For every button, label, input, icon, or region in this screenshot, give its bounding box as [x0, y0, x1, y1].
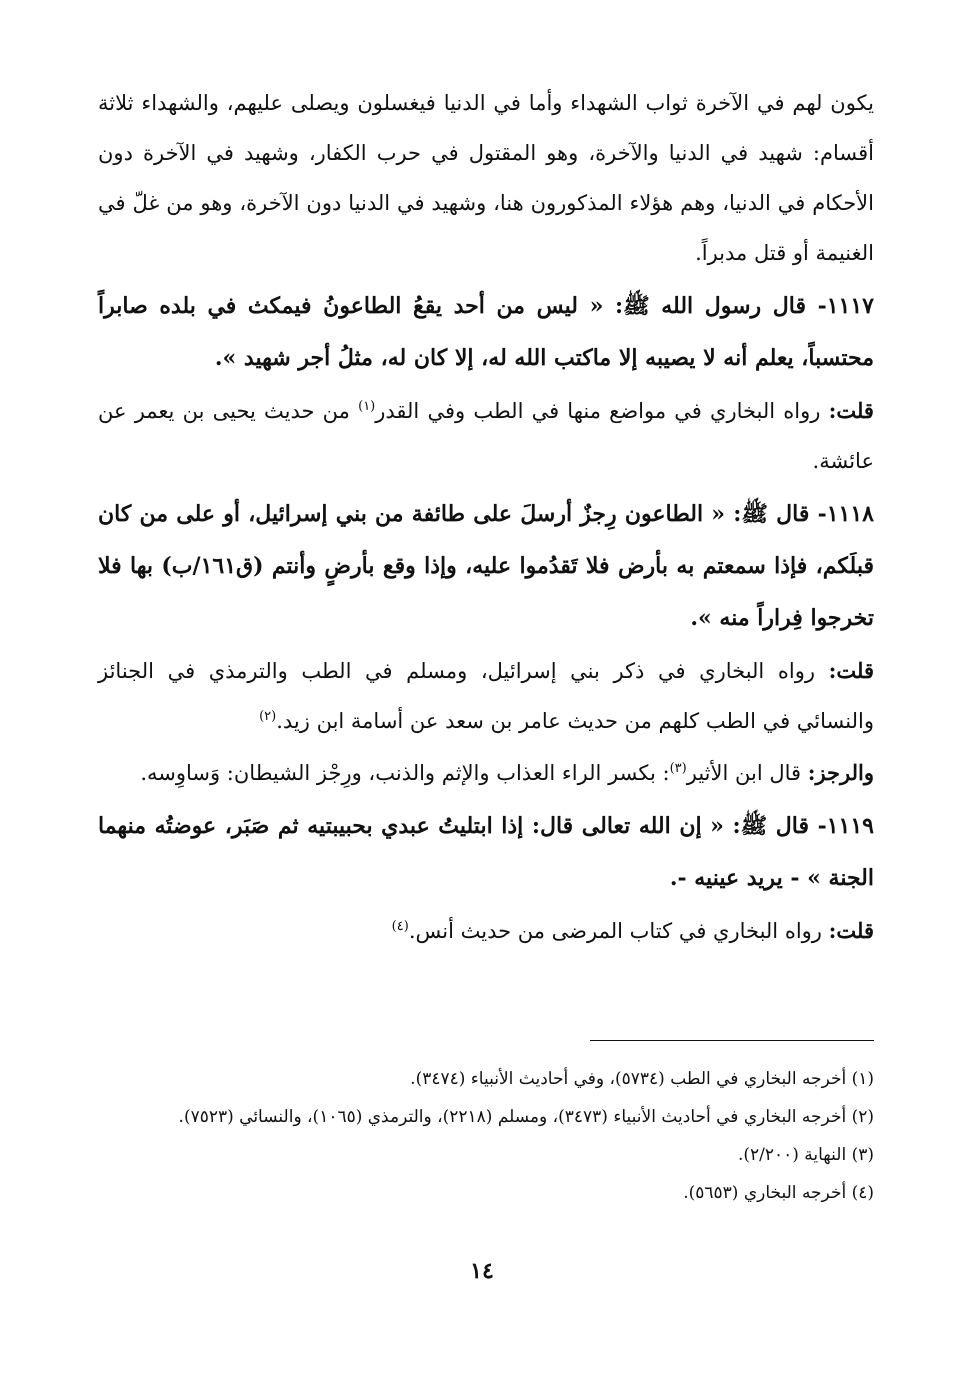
commentary-text: رواه البخاري في كتاب المرضى من حديث أنس. [408, 919, 822, 943]
commentary-text: رواه البخاري في ذكر بني إسرائيل، ومسلم في الطب والترمذي في الجنائز والنسائي في الطب كلهم من حديث عامر بن سعد عن أسامة ابن زيد. [98, 659, 874, 733]
rijz-definition [98, 748, 874, 798]
qult-label: قلت: [828, 658, 874, 683]
footnote-divider [590, 1040, 874, 1041]
qult-label: قلت: [828, 398, 874, 423]
qult-label: قلت: [828, 918, 874, 943]
commentary-paragraph: يكون لهم في الآخرة ثواب الشهداء وأما في الدنيا فيغسلون ويصلى عليهم، والشهداء ثلاثة أقسام: شهيد في الدنيا والآخرة، وهو المقتول في حرب الكفار، وشهيد في الآخرة دون الأحكام في الدنيا، وهم هؤلاء المذكورون هنا، وشهيد في الدنيا دون الآخرة، وهو من غلّ في الغنيمة أو قتل مدبراً. [98, 91, 874, 265]
commentary-text: رواه البخاري في مواضع منها في الطب وفي القدر [375, 399, 821, 423]
page-number: ١٤ [470, 1258, 494, 1284]
hadith-1117: ١١١٧- قال رسول الله ﷺ: « ليس من أحد يقعُ الطاعونُ فيمكث في بلده صابراً محتسباً، يعلم أنه لا يصيبه إلا ماكتب الله له، إلا كان له، مثلُ أجر شهيد ». [98, 293, 874, 371]
footnote-3: (٣) النهاية (٢/٢٠٠). [737, 1145, 874, 1165]
rijz-label: والرجز: [807, 760, 874, 785]
footnote-ref-4[interactable]: (٤) [391, 919, 409, 934]
footnote-ref-3[interactable]: (٣) [669, 761, 687, 776]
definition-text: قال ابن الأثير [686, 761, 802, 785]
commentary-text: من حديث يحيى بن يعمر عن عائشة. [98, 399, 874, 473]
footnote-ref-1[interactable]: (١) [358, 399, 376, 414]
commentary-1118 [98, 646, 874, 746]
definition-text: : بكسر الراء العذاب والإثم والذنب، ورِجْز الشيطان: وَساوِسه. [140, 761, 670, 785]
footnotes [100, 1060, 874, 1212]
footnote-2: (٢) أخرجه البخاري في أحاديث الأنبياء (٣٤٧٣)، ومسلم (٢٢١٨)، والترمذي (١٠٦٥)، والنسائي (٧٥٢٣). [178, 1107, 874, 1127]
commentary-1119 [98, 906, 874, 956]
commentary-1117 [98, 386, 874, 486]
footnote-ref-2[interactable]: (٢) [259, 709, 277, 724]
footnote-1: (١) أخرجه البخاري في الطب (٥٧٣٤)، وفي أحاديث الأنبياء (٣٤٧٤). [410, 1069, 874, 1089]
main-text [98, 78, 874, 956]
footnote-4: (٤) أخرجه البخاري (٥٦٥٣). [683, 1183, 874, 1203]
hadith-1119: ١١١٩- قال ﷺ: « إن الله تعالى قال: إذا ابتليتُ عبدي بحبيبتيه ثم صَبَر، عوضتُه منهما الجنة » - يريد عينيه -. [98, 813, 874, 891]
hadith-1118: ١١١٨- قال ﷺ: « الطاعون رِجزٌ أرسلَ على طائفة من بني إسرائيل، أو على من كان قبلَكم، فإذا سمعتم به بأرض فلا تَقدُموا عليه، وإذا وقع بأرضٍ وأنتم (ق١٦١/ب) بها فلا تخرجوا فِراراً منه ». [98, 501, 874, 631]
